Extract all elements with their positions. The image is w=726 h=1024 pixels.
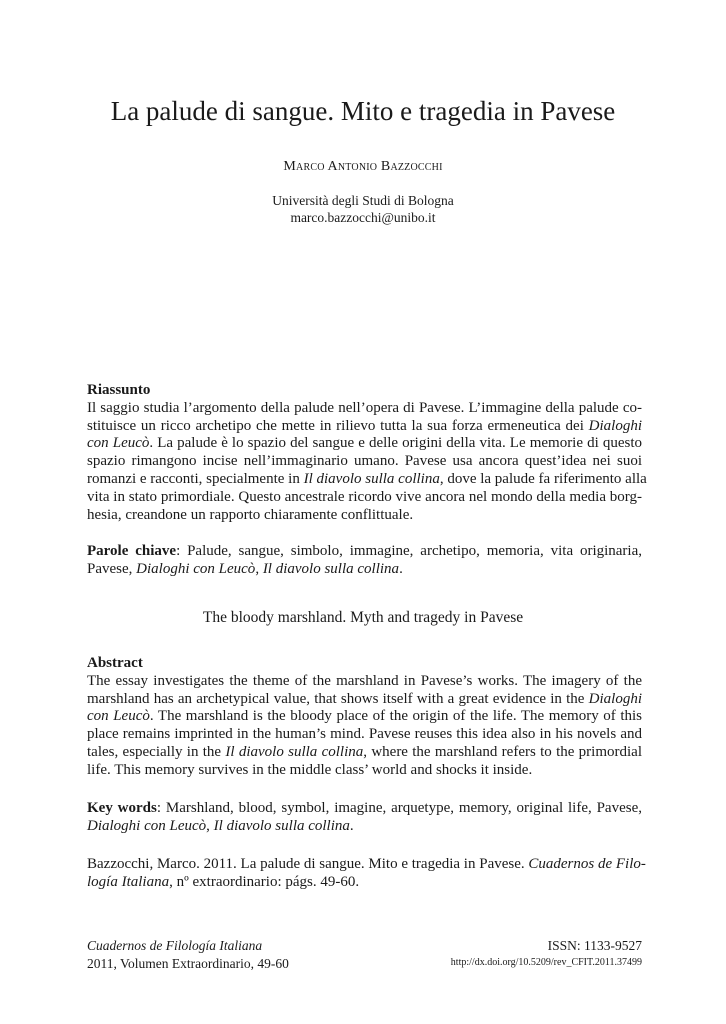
abstract-line: tales, especially in the Il diavolo sulla collina, where the marshland refers to the primordial: [87, 743, 643, 760]
author-email: marco.bazzocchi@unibo.it: [290, 210, 436, 225]
abstract-section: [87, 655, 642, 780]
citation-line: logía Italiana, nº extraordinario: págs. 49-60.: [87, 873, 360, 890]
author-name: Marco Antonio Bazzocchi: [283, 159, 443, 174]
parole-chiave-label: Parole chiave: [87, 543, 177, 559]
abstract-body: [87, 673, 642, 780]
university-name: Università degli Studi di Bologna: [272, 193, 454, 208]
affiliation: [0, 192, 726, 226]
abstract-line: life. This memory survives in the middle class’ world and shocks it inside.: [87, 761, 533, 778]
riassunto-line: Il saggio studia l’argomento della palude nell’opera di Pavese. L’immagine della palude co-: [87, 399, 642, 416]
citation-line: Bazzocchi, Marco. 2011. La palude di sangue. Mito e tragedia in Pavese. Cuadernos de Filo-: [87, 856, 646, 872]
abstract-line: con Leucò. The marshland is the bloody place of the origin of the life. The memory of this: [87, 708, 642, 725]
issn: ISSN: 1133-9527: [547, 938, 642, 953]
abstract-line: place remains imprinted in the human’s mind. Pavese reuses this idea also in his novels and: [87, 726, 642, 743]
abstract-line: marshland has an archetypical value, that shows itself with a great evidence in the Dialoghi: [87, 690, 642, 707]
riassunto-line: stituisce un ricco archetipo che mette in rilievo tutta la sua forza ermeneutica dei Dialoghi: [87, 417, 642, 434]
english-title: The bloody marshland. Myth and tragedy in Pavese: [202, 609, 524, 626]
journal-name: Cuadernos de Filología Italiana: [87, 938, 263, 953]
riassunto-line: con Leucò. La palude è lo spazio del sangue e delle origini della vita. Le memorie di questo: [87, 435, 642, 452]
abstract-heading: Abstract: [87, 655, 143, 671]
abstract-line: The essay investigates the theme of the marshland in Pavese’s works. The imagery of the: [87, 672, 642, 689]
footer-journal-info: [87, 937, 289, 973]
parole-chiave-line: Parole chiave: Palude, sangue, simbolo, immagine, archetipo, memoria, vita originaria,: [87, 543, 643, 559]
parole-chiave-line: Pavese, Dialoghi con Leucò, Il diavolo sulla collina.: [87, 560, 403, 577]
riassunto-line: hesia, creandone un rapporto chiaramente conflittuale.: [87, 506, 414, 523]
footer-identifiers: [451, 937, 642, 971]
key-words-line: Dialoghi con Leucò, Il diavolo sulla collina.: [87, 817, 354, 834]
key-words-section: [87, 800, 642, 836]
journal-volume: 2011, Volumen Extraordinario, 49-60: [87, 956, 289, 971]
key-words-line: Key words: Marshland, blood, symbol, imagine, arquetype, memory, original life, Pavese,: [87, 800, 642, 816]
doi-link[interactable]: http://dx.doi.org/10.5209/rev_CFIT.2011.37499: [450, 957, 642, 968]
riassunto-line: vita in stato primordiale. Questo ancestrale ricordo vive ancora nel mondo della media borg-: [87, 488, 642, 505]
parole-chiave-section: [87, 543, 642, 579]
riassunto-section: [87, 382, 647, 524]
riassunto-line: romanzi e racconti, specialmente in Il diavolo sulla collina, dove la palude fa riferimento alla: [87, 470, 647, 487]
paper-title: La palude di sangue. Mito e tragedia in Pavese: [110, 96, 616, 126]
key-words-label: Key words: [87, 800, 157, 816]
riassunto-line: spazio rimangono incise nell’immaginario umano. Pavese usa ancora quest’idea nei suoi: [87, 453, 642, 470]
riassunto-heading: Riassunto: [87, 382, 151, 398]
riassunto-body: [87, 399, 647, 525]
citation: [87, 856, 646, 892]
